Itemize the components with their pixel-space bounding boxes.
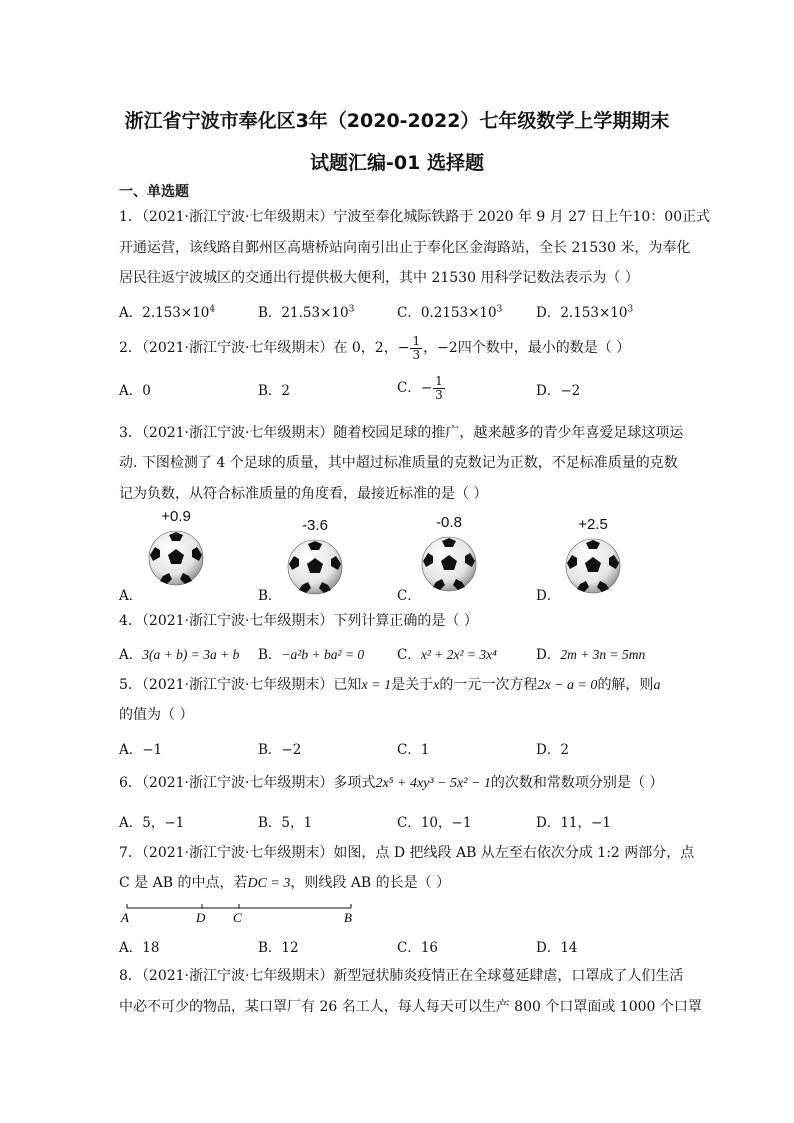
question-2-options [119,375,679,405]
question-5-options [119,738,679,762]
question-3-options [119,584,679,608]
question-5-line-2: 的值为（ ） [119,707,194,723]
question-4-line: 4．（2021·浙江宁波·七年级期末）下列计算正确的是（ ） [119,613,478,629]
question-1-line-3: 居民往返宁波城区的交通出行提供极大便利，其中 21530 用科学记数法表示为（ ） [119,270,639,286]
point-a-label: A [121,910,129,925]
option-a[interactable]: A．18 [119,940,160,956]
option-b[interactable]: B．−2 [258,742,302,758]
question-3-line-3: 记为负数，从符合标准质量的角度看，最接近标准的是（ ） [119,486,488,502]
point-b-label: B [344,910,352,925]
option-c[interactable]: C．− $\frac{1}{3}$ [397,374,443,402]
question-7-options [119,936,679,960]
option-c[interactable]: C．1 [397,742,430,758]
option-a[interactable]: A．3(a + b) = 3a + b [119,647,240,663]
question-7-line-1: 7．（2021·浙江宁波·七年级期末）如图，点 D 把线段 AB 从左至右依次分成 1:2 两部分，点 [119,845,695,861]
option-d[interactable]: D．14 [536,940,578,956]
option-b[interactable]: B．12 [258,940,299,956]
question-3-line-2: 动. 下图检测了 4 个足球的质量，其中超过标准质量的克数记为正数，不足标准质量的克数 [119,455,678,471]
question-5-line-1: 5．（2021·浙江宁波·七年级期末）已知x = 1是关于x的一元一次方程2x − a = 0的解，则a [119,677,661,693]
ball-a-value: +0.9 [161,508,191,525]
option-d[interactable]: D．2 [536,742,569,758]
option-b[interactable]: B．5，1 [258,815,313,831]
option-b[interactable]: B．$21.53\times 10^3$ [258,304,355,321]
option-a[interactable]: A．5，−1 [119,815,185,831]
option-c[interactable]: C．$0.2153\times 10^3$ [397,304,503,321]
ball-c-value: -0.8 [436,514,462,531]
question-8-line-2: 中必不可少的物品，某口罩厂有 26 名工人，每人每天可以生产 800 个口罩面或 1000 个口罩 [119,999,702,1015]
option-b[interactable]: B． [258,588,282,604]
option-b[interactable]: B．2 [258,383,291,399]
question-4-options [119,643,679,667]
soccer-ball-icon [147,529,205,587]
option-d[interactable]: D．2m + 3n = 5mn [536,647,646,663]
option-a[interactable]: A．$2.153\times 10^4$ [119,304,216,321]
question-7-line-2: C 是 AB 的中点，若DC = 3，则线段 AB 的长是（ ） [119,875,451,891]
line-segment-figure [119,902,359,926]
option-a[interactable]: A．0 [119,383,151,399]
question-6-line: 6．（2021·浙江宁波·七年级期末）多项式2x⁵ + 4xy³ − 5x² − 1的次数和常数项分别是（ ） [119,775,664,791]
option-b[interactable]: B．−a²b + ba² = 0 [258,647,365,663]
option-c[interactable]: C．10，−1 [397,815,472,831]
section-heading: 一、单选题 [119,184,189,200]
option-d[interactable]: D．11，−1 [536,815,611,831]
option-d[interactable]: D．$2.153\times 10^3$ [536,304,634,321]
question-1-line-2: 开通运营，该线路自鄞州区高塘桥站向南引出止于奉化区金海路站，全长 21530 米，为奉化 [119,240,691,256]
question-2-line: 2．（2021·浙江宁波·七年级期末）在 0，2，− $\frac{1}{3}$ ，−2四个数中，最小的数是（ ） [119,333,631,362]
option-d[interactable]: D．−2 [536,383,581,399]
question-1-line-1: 1．（2021·浙江宁波·七年级期末）宁波至奉化城际铁路于 2020 年 9 月 27 日上午10：00正式 [119,209,711,225]
question-1-options [119,301,679,325]
point-d-label: D [196,910,206,925]
document-title-line1: 浙江省宁波市奉化区3年（2020-2022）七年级数学上学期期末 [124,110,670,132]
ball-d-value: +2.5 [578,516,608,533]
point-c-label: C [233,910,242,925]
option-d[interactable]: D． [536,588,561,604]
question-8-line-1: 8．（2021·浙江宁波·七年级期末）新型冠状肺炎疫情正在全球蔓延肆虐，口罩成了人们生活 [119,968,684,984]
question-6-options [119,811,679,835]
option-a[interactable]: A．−1 [119,742,163,758]
ball-b-value: -3.6 [302,517,328,534]
question-3-line-1: 3．（2021·浙江宁波·七年级期末）随着校园足球的推广，越来越多的青少年喜爱足球这项运 [119,425,684,441]
option-c[interactable]: C． [397,588,421,604]
option-a[interactable]: A． [119,588,143,604]
fraction: $\frac{1}{3}$ [412,333,421,362]
document-title-line2: 试题汇编-01 选择题 [310,152,484,174]
option-c[interactable]: C．x² + 2x² = 3x⁴ [397,647,497,663]
option-c[interactable]: C．16 [397,940,439,956]
